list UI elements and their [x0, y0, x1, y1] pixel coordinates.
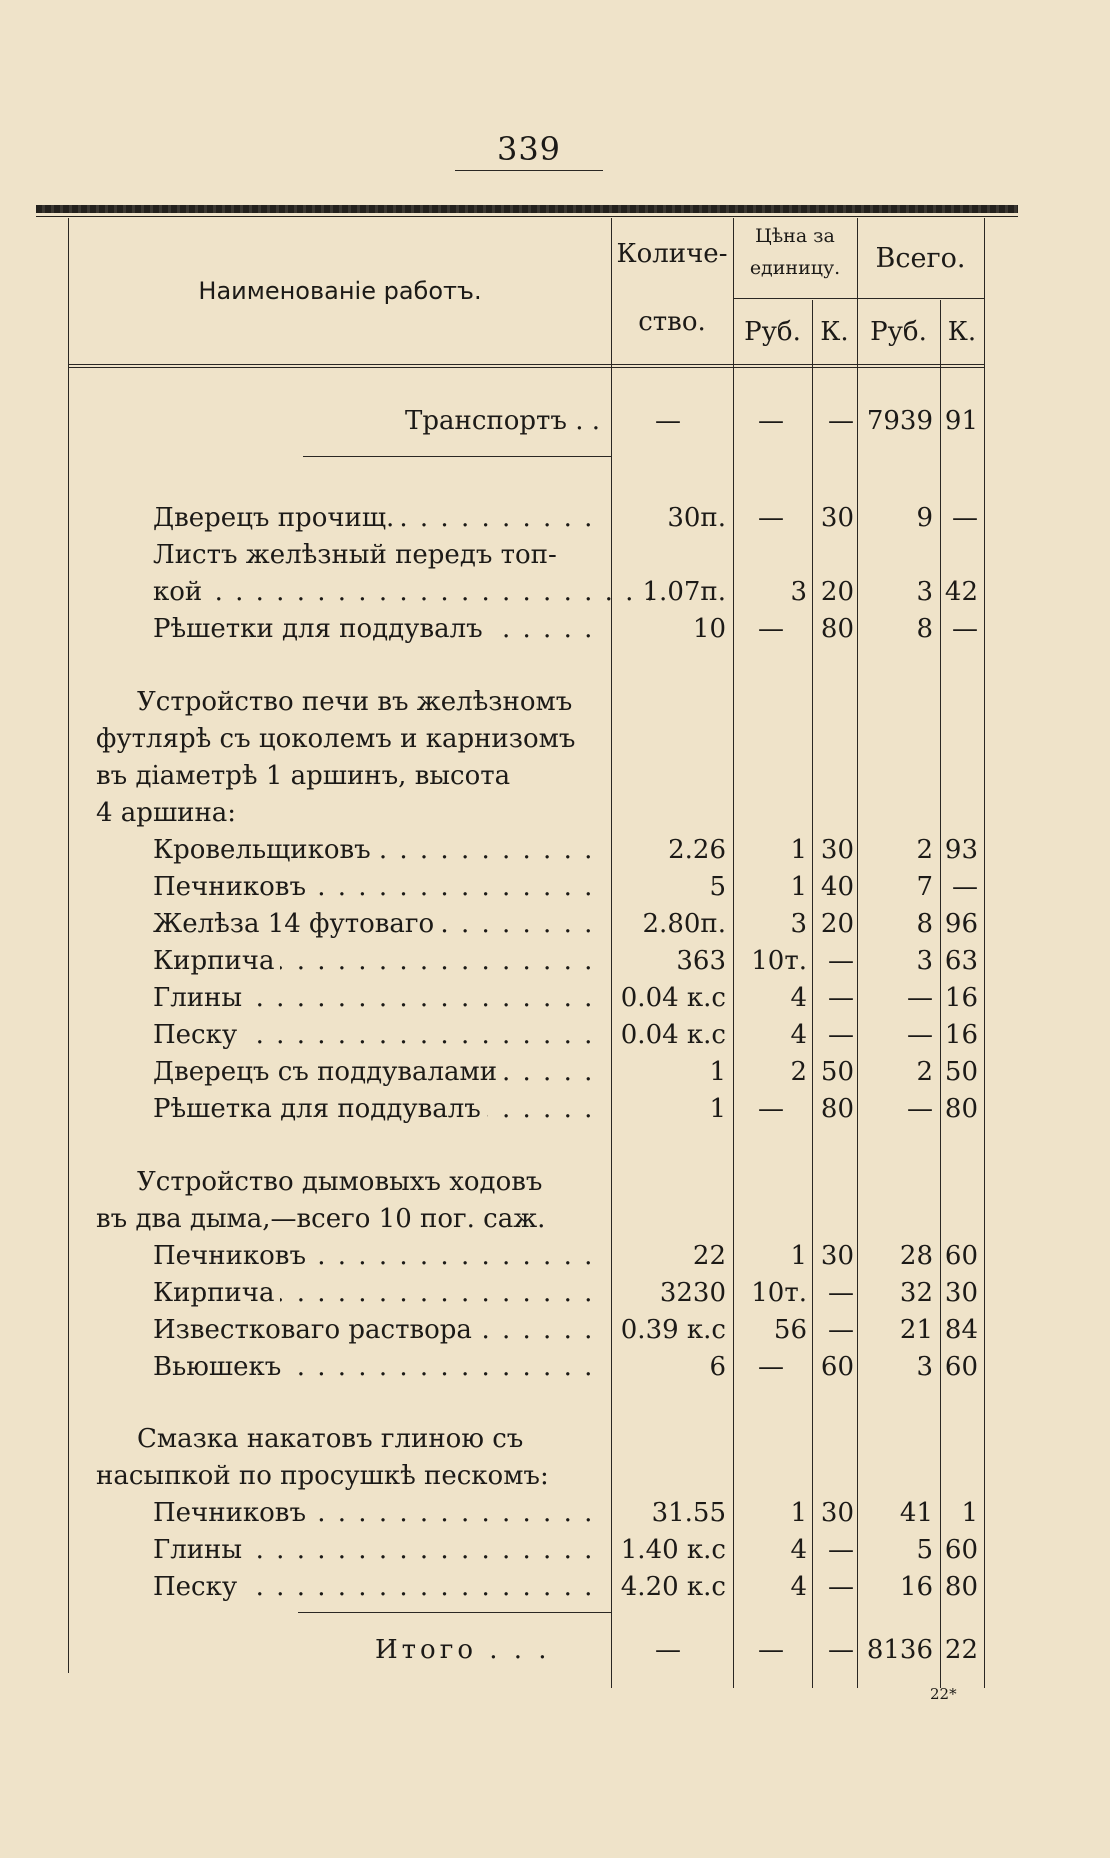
row-qty: 0.39 к.с: [620, 1315, 726, 1345]
table-row: [0, 577, 1110, 607]
total-qty: —: [655, 1635, 681, 1665]
row-qty: 1: [709, 1094, 726, 1124]
row-price-kop: 80: [820, 1094, 854, 1124]
table-row: [0, 835, 1110, 865]
row-total-rub: 41: [899, 1498, 933, 1528]
row-label-text: Устройство печи въ желѣзномъ: [137, 687, 578, 717]
page-number: 339: [496, 130, 562, 168]
row-price-kop: 80: [820, 614, 854, 644]
table-row: [0, 1020, 1110, 1050]
table-row: [0, 1204, 1110, 1234]
row-price-rub: 1: [790, 835, 807, 865]
row-total-rub: 28: [899, 1241, 933, 1271]
transport-qty: —: [655, 406, 681, 436]
row-total-rub: 16: [899, 1572, 933, 1602]
row-label: [153, 1315, 594, 1345]
transport-total-kop: 91: [944, 406, 978, 436]
row-label-text: Дверецъ прочищ.: [153, 503, 400, 533]
row-qty: 6: [709, 1352, 726, 1382]
row-price-rub: 1: [790, 1241, 807, 1271]
row-price-kop: 50: [820, 1057, 854, 1087]
row-qty: 1: [709, 1057, 726, 1087]
row-label: [153, 872, 594, 902]
row-label: [153, 577, 651, 607]
table-row: [0, 1094, 1110, 1124]
row-label: [153, 614, 594, 644]
row-label: [96, 1461, 594, 1491]
total-price-kop: —: [828, 1635, 854, 1665]
row-total-kop: 16: [944, 1020, 978, 1050]
row-total-kop: 42: [944, 577, 978, 607]
row-price-kop: 30: [820, 1498, 854, 1528]
table-row: [0, 946, 1110, 976]
table-row: [0, 614, 1110, 644]
header-name-column: Наименованіе работъ.: [198, 277, 482, 305]
row-total-rub: 3: [916, 1352, 933, 1382]
table-row: [0, 687, 1110, 717]
row-label-text: футлярѣ съ цоколемъ и карнизомъ: [96, 724, 581, 754]
row-price-rub: 4: [790, 983, 807, 1013]
row-label-text: Кирпича: [153, 946, 280, 976]
row-total-kop: 96: [944, 909, 978, 939]
row-price-rub: 10т.: [751, 1278, 807, 1308]
row-total-kop: 93: [944, 835, 978, 865]
row-label-text: Устройство дымовыхъ ходовъ: [137, 1167, 548, 1197]
row-price-rub: —: [758, 1352, 784, 1382]
table-row: [0, 983, 1110, 1013]
row-label-text: Желѣза 14 футоваго: [153, 909, 440, 939]
row-label-text: Печниковъ: [153, 1498, 312, 1528]
row-total-rub: 3: [916, 946, 933, 976]
row-qty: 5: [709, 872, 726, 902]
row-label: [153, 1352, 594, 1382]
row-label-text: Известковаго раствора: [153, 1315, 478, 1345]
table-row: [0, 540, 1110, 570]
table-row: [0, 724, 1110, 754]
row-total-rub: —: [907, 1020, 933, 1050]
row-total-kop: 1: [961, 1498, 978, 1528]
row-price-rub: —: [758, 614, 784, 644]
row-price-kop: —: [828, 1315, 854, 1345]
row-total-rub: 9: [916, 503, 933, 533]
row-label-text: въ діаметрѣ 1 аршинъ, высота: [96, 761, 516, 791]
row-label: [153, 1020, 594, 1050]
header-total-kop: К.: [947, 317, 977, 347]
row-label-text: кой: [153, 577, 208, 607]
row-label: [137, 1167, 635, 1197]
row-total-rub: —: [907, 983, 933, 1013]
row-total-kop: 63: [944, 946, 978, 976]
row-label: [96, 761, 594, 791]
header-unit-price-line1: Цѣна за: [755, 225, 835, 247]
row-total-kop: 50: [944, 1057, 978, 1087]
top-border-rule: [36, 205, 1018, 213]
row-price-rub: 2: [790, 1057, 807, 1087]
transport-price-kop: —: [828, 406, 854, 436]
transport-label: Транспортъ . .: [405, 406, 600, 436]
row-price-rub: 3: [790, 909, 807, 939]
row-label: [153, 503, 594, 533]
row-qty: 0.04 к.с: [620, 1020, 726, 1050]
row-label-text: Смазка накатовъ глиною съ: [137, 1424, 529, 1454]
row-qty: 30п.: [667, 503, 726, 533]
table-row: [0, 1352, 1110, 1382]
row-total-kop: —: [952, 614, 978, 644]
table-row: [0, 1498, 1110, 1528]
row-qty: 1.07п.: [642, 577, 726, 607]
row-label-text: Рѣшетка для поддувалъ: [153, 1094, 487, 1124]
row-price-rub: —: [758, 1094, 784, 1124]
page-number-rule: [455, 170, 603, 171]
row-total-kop: 16: [944, 983, 978, 1013]
table-row: [0, 1461, 1110, 1491]
row-total-kop: —: [952, 872, 978, 902]
row-label-text: Глины: [153, 1535, 248, 1565]
row-total-rub: 7: [916, 872, 933, 902]
header-price-rub: Руб.: [744, 317, 801, 347]
row-price-kop: —: [828, 983, 854, 1013]
table-row: [0, 1315, 1110, 1345]
transport-price-rub: —: [758, 406, 784, 436]
row-price-kop: —: [828, 946, 854, 976]
row-total-kop: 60: [944, 1352, 978, 1382]
row-label-text: Глины: [153, 983, 248, 1013]
row-total-rub: 5: [916, 1535, 933, 1565]
row-price-rub: 4: [790, 1572, 807, 1602]
row-total-kop: 30: [944, 1278, 978, 1308]
row-label: [153, 909, 594, 939]
row-price-rub: 10т.: [751, 946, 807, 976]
header-price-kop: К.: [820, 317, 849, 347]
row-total-rub: —: [907, 1094, 933, 1124]
header-total: Всего.: [875, 243, 966, 274]
table-row-transport: [0, 406, 1110, 436]
row-price-rub: —: [758, 503, 784, 533]
table-row: [0, 1535, 1110, 1565]
row-price-kop: —: [828, 1535, 854, 1565]
row-label-text: Кирпича: [153, 1278, 280, 1308]
row-price-rub: 1: [790, 1498, 807, 1528]
row-total-kop: —: [952, 503, 978, 533]
row-qty: 2.80п.: [642, 909, 726, 939]
row-price-rub: 56: [773, 1315, 807, 1345]
row-price-rub: 1: [790, 872, 807, 902]
row-total-rub: 2: [916, 1057, 933, 1087]
row-qty: 1.40 к.с: [620, 1535, 726, 1565]
row-price-kop: 30: [820, 1241, 854, 1271]
table-row: [0, 1057, 1110, 1087]
row-qty: 22: [692, 1241, 726, 1271]
row-total-rub: 2: [916, 835, 933, 865]
row-price-rub: 4: [790, 1020, 807, 1050]
row-price-kop: 60: [820, 1352, 854, 1382]
transport-total-rub: 7939: [866, 406, 933, 436]
header-unit-price-line2: единицу.: [749, 257, 841, 279]
row-price-kop: —: [828, 1572, 854, 1602]
row-qty: 4.20 к.с: [620, 1572, 726, 1602]
row-label-text: 4 аршина:: [96, 798, 242, 828]
row-label-text: Печниковъ: [153, 1241, 312, 1271]
row-label: [153, 1498, 594, 1528]
row-label-text: Песку: [153, 1572, 243, 1602]
row-label: [96, 724, 594, 754]
table-row: [0, 1167, 1110, 1197]
row-label: [153, 1241, 594, 1271]
row-qty: 31.55: [651, 1498, 726, 1528]
header-quantity-line2: ство.: [638, 307, 706, 337]
row-price-kop: 20: [820, 577, 854, 607]
row-label-text: въ два дыма,—всего 10 пог. саж.: [96, 1204, 551, 1234]
total-sum-rub: 8136: [866, 1635, 933, 1665]
row-label: [153, 835, 594, 865]
row-price-kop: 20: [820, 909, 854, 939]
table-row-total: [0, 1635, 1110, 1665]
row-label: [153, 1278, 594, 1308]
row-total-kop: 60: [944, 1241, 978, 1271]
row-price-rub: 4: [790, 1535, 807, 1565]
table-row: [0, 798, 1110, 828]
row-label-text: Вьюшекъ: [153, 1352, 287, 1382]
row-qty: 10: [692, 614, 726, 644]
row-label: [153, 1057, 594, 1087]
row-total-rub: 21: [899, 1315, 933, 1345]
top-border-thin-rule: [36, 216, 1018, 217]
row-total-rub: 8: [916, 614, 933, 644]
row-qty: 0.04 к.с: [620, 983, 726, 1013]
row-total-rub: 32: [899, 1278, 933, 1308]
table-row: [0, 761, 1110, 791]
row-label-text: Листъ желѣзный передъ топ-: [153, 540, 563, 570]
row-label: [153, 1572, 594, 1602]
table-row: [0, 1278, 1110, 1308]
row-label-text: насыпкой по просушкѣ пескомъ:: [96, 1461, 555, 1491]
row-label-text: Рѣшетки для поддувалъ: [153, 614, 489, 644]
row-label: [153, 946, 594, 976]
row-qty: 3230: [659, 1278, 726, 1308]
total-price-rub: —: [758, 1635, 784, 1665]
table-row: [0, 1241, 1110, 1271]
row-total-rub: 8: [916, 909, 933, 939]
row-label-text: Печниковъ: [153, 872, 312, 902]
row-label: [96, 1204, 594, 1234]
row-label: [153, 1094, 594, 1124]
row-qty: 2.26: [668, 835, 726, 865]
row-price-rub: 3: [790, 577, 807, 607]
table-row: [0, 909, 1110, 939]
row-label: [153, 1535, 594, 1565]
row-qty: 363: [676, 946, 726, 976]
row-total-rub: 3: [916, 577, 933, 607]
row-price-kop: 30: [820, 503, 854, 533]
row-label-text: Песку: [153, 1020, 243, 1050]
row-label-text: Кровельщиковъ: [153, 835, 377, 865]
row-label: [137, 687, 635, 717]
signature-mark: 22*: [930, 1685, 957, 1703]
row-label: [137, 1424, 635, 1454]
table-row: [0, 1424, 1110, 1454]
total-label: Итого . . .: [375, 1635, 551, 1665]
table-row: [0, 872, 1110, 902]
row-total-kop: 80: [944, 1094, 978, 1124]
row-price-kop: 30: [820, 835, 854, 865]
row-price-kop: 40: [820, 872, 854, 902]
row-total-kop: 84: [944, 1315, 978, 1345]
row-price-kop: —: [828, 1278, 854, 1308]
row-label: [153, 983, 594, 1013]
table-row: [0, 1572, 1110, 1602]
total-sum-kop: 22: [944, 1635, 978, 1665]
row-label: [153, 540, 594, 570]
row-label-text: Дверецъ съ поддувалами: [153, 1057, 503, 1087]
row-total-kop: 60: [944, 1535, 978, 1565]
row-price-kop: —: [828, 1020, 854, 1050]
header-quantity-line1: Количе-: [616, 239, 728, 269]
header-total-rub: Руб.: [870, 317, 927, 347]
table-row: [0, 503, 1110, 533]
row-label: [96, 798, 594, 828]
row-total-kop: 80: [944, 1572, 978, 1602]
